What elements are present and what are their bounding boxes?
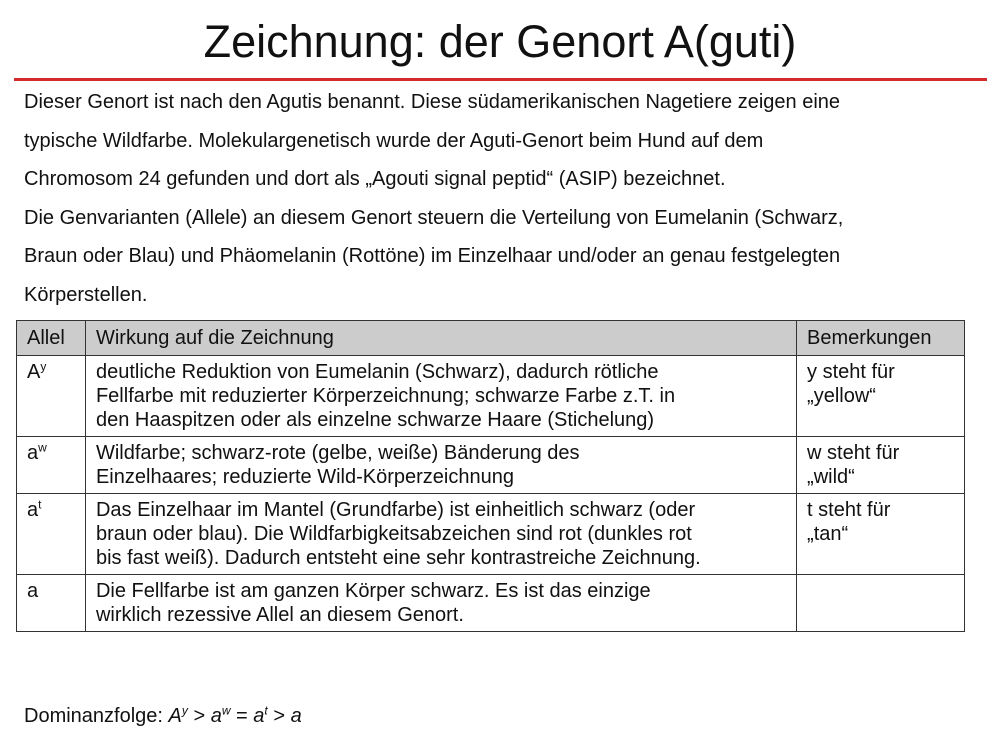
intro-line: Chromosom 24 gefunden und dort als „Agouti signal peptid“ (ASIP) bezeichnet. [24,168,726,191]
remark-line: „tan“ [807,523,849,545]
remark-cell [797,575,965,632]
effect-line: Wildfarbe; schwarz-rote (gelbe, weiße) Bänderung des [95,442,580,464]
allele-superscript: w [38,440,47,455]
table-row [17,494,965,575]
allele-symbol: A [168,705,182,727]
allele-cell [17,494,86,575]
table-header-row [17,321,965,356]
intro-line: Körperstellen. [24,283,148,306]
remark-cell [797,494,965,575]
header-allel: Allel [17,321,86,356]
table-row [17,575,965,632]
effect-cell [85,437,796,494]
allele-cell [17,575,86,632]
operator: = [236,705,248,727]
remark-line: t steht für [807,499,891,521]
intro-line: Braun oder Blau) und Phäomelanin (Rottöne) im Einzelhaar und/oder an genau festgelegten [24,245,841,268]
remark-cell [797,437,965,494]
allele-superscript: t [38,497,42,512]
effect-line: den Haaspitzen oder als einzelne schwarze Haare (Stichelung) [95,409,655,431]
effect-line: bis fast weiß). Dadurch entsteht eine sehr kontrastreiche Zeichnung. [95,547,701,569]
remark-cell [797,356,965,437]
allele-cell [17,356,86,437]
operator: > [193,705,206,727]
allele-symbol: a [27,442,39,464]
allele-symbol: a [290,705,302,727]
effect-cell [85,575,796,632]
effect-line: wirklich rezessive Allel an diesem Genort. [95,604,464,626]
allele-symbol: a [210,705,222,727]
effect-line: Die Fellfarbe ist am ganzen Körper schwarz. Es ist das einzige [95,580,651,602]
allele-symbol: a [253,705,265,727]
allele-cell [17,437,86,494]
effect-line: braun oder blau). Die Wildfarbigkeitsabzeichen sind rot (dunkles rot [95,523,692,545]
effect-line: Das Einzelhaar im Mantel (Grundfarbe) ist einheitlich schwarz (oder [95,499,696,521]
dominance-order [24,702,302,730]
allele-symbol: A [27,361,41,383]
intro-text [24,83,984,315]
allele-superscript: t [264,703,268,718]
remark-line: „wild“ [807,466,855,488]
intro-line: Die Genvarianten (Allele) an diesem Genort steuern die Verteilung von Eumelanin (Schwarz, [24,206,844,229]
allele-symbol: a [27,580,39,602]
table-row [17,356,965,437]
intro-line: typische Wildfarbe. Molekulargenetisch wurde der Aguti-Genort beim Hund auf dem [24,129,764,152]
dominance-label: Dominanzfolge: [24,705,163,727]
allele-superscript: y [181,703,188,718]
effect-line: Fellfarbe mit reduzierter Körperzeichnung; schwarze Farbe z.T. in [95,385,676,407]
remark-line: y steht für [807,361,895,383]
remark-line: „yellow“ [807,385,876,407]
intro-line: Dieser Genort ist nach den Agutis benannt. Diese südamerikanischen Nagetiere zeigen eine [24,91,841,113]
allele-table [16,320,965,632]
allele-symbol: a [27,499,39,521]
effect-line: Einzelhaares; reduzierte Wild-Körperzeichnung [95,466,514,488]
remark-line: w steht für [807,442,900,464]
header-wirkung: Wirkung auf die Zeichnung [85,321,796,356]
effect-cell [85,494,796,575]
page-title: Zeichnung: der Genort A(guti) [203,16,797,67]
effect-cell [85,356,796,437]
effect-line: deutliche Reduktion von Eumelanin (Schwarz), dadurch rötliche [95,361,659,383]
allele-superscript: w [221,703,231,718]
table-row [17,437,965,494]
allele-superscript: y [40,359,47,374]
title-divider [14,78,987,81]
header-bemerkungen: Bemerkungen [797,321,965,356]
operator: > [273,705,286,727]
